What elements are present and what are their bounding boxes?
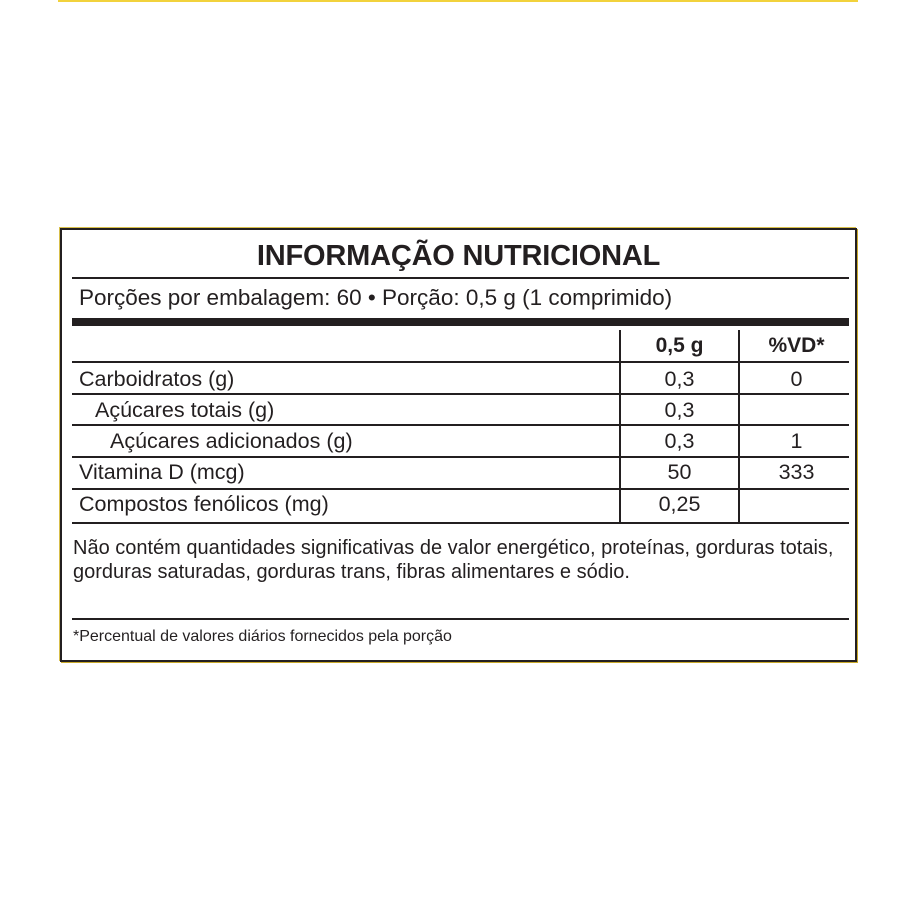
nutrient-amount: 0,3 <box>664 429 695 453</box>
nutrient-dv: 333 <box>778 460 815 484</box>
column-header-amount: 0,5 g <box>655 334 704 357</box>
label-title: INFORMAÇÃO NUTRICIONAL <box>256 240 661 272</box>
nutrient-name: Açúcares totais (g) <box>95 398 275 422</box>
portion-info: Porções por embalagem: 60 • Porção: 0,5 g (1 comprimido) <box>79 285 673 310</box>
divider-thick <box>72 318 849 326</box>
divider-title <box>72 277 849 279</box>
nutrient-amount: 0,3 <box>664 398 695 422</box>
nutrition-note: Não contém quantidades significativas de valor energético, proteínas, gorduras totais, gorduras saturadas, gorduras trans, fibras alimentares e sódio. <box>73 537 834 583</box>
nutrient-name: Carboidratos (g) <box>79 367 235 391</box>
nutrient-name: Vitamina D (mcg) <box>79 460 245 484</box>
nutrient-amount: 50 <box>667 460 692 484</box>
row-divider <box>72 393 849 395</box>
divider-table-end <box>72 522 849 524</box>
row-divider <box>72 424 849 426</box>
nutrient-amount: 0,3 <box>664 367 695 391</box>
top-accent-rule <box>58 0 858 2</box>
nutrition-facts-label <box>60 228 857 662</box>
nutrient-dv: 1 <box>790 429 803 453</box>
nutrient-name: Compostos fenólicos (mg) <box>79 492 329 516</box>
column-header-dv: %VD* <box>768 334 825 357</box>
nutrient-dv: 0 <box>790 367 803 391</box>
nutrient-name: Açúcares adicionados (g) <box>110 429 353 453</box>
row-divider <box>72 361 849 363</box>
dv-footnote: *Percentual de valores diários fornecidos pela porção <box>73 628 452 645</box>
divider-footnote <box>72 618 849 620</box>
nutrient-amount: 0,25 <box>658 492 701 516</box>
